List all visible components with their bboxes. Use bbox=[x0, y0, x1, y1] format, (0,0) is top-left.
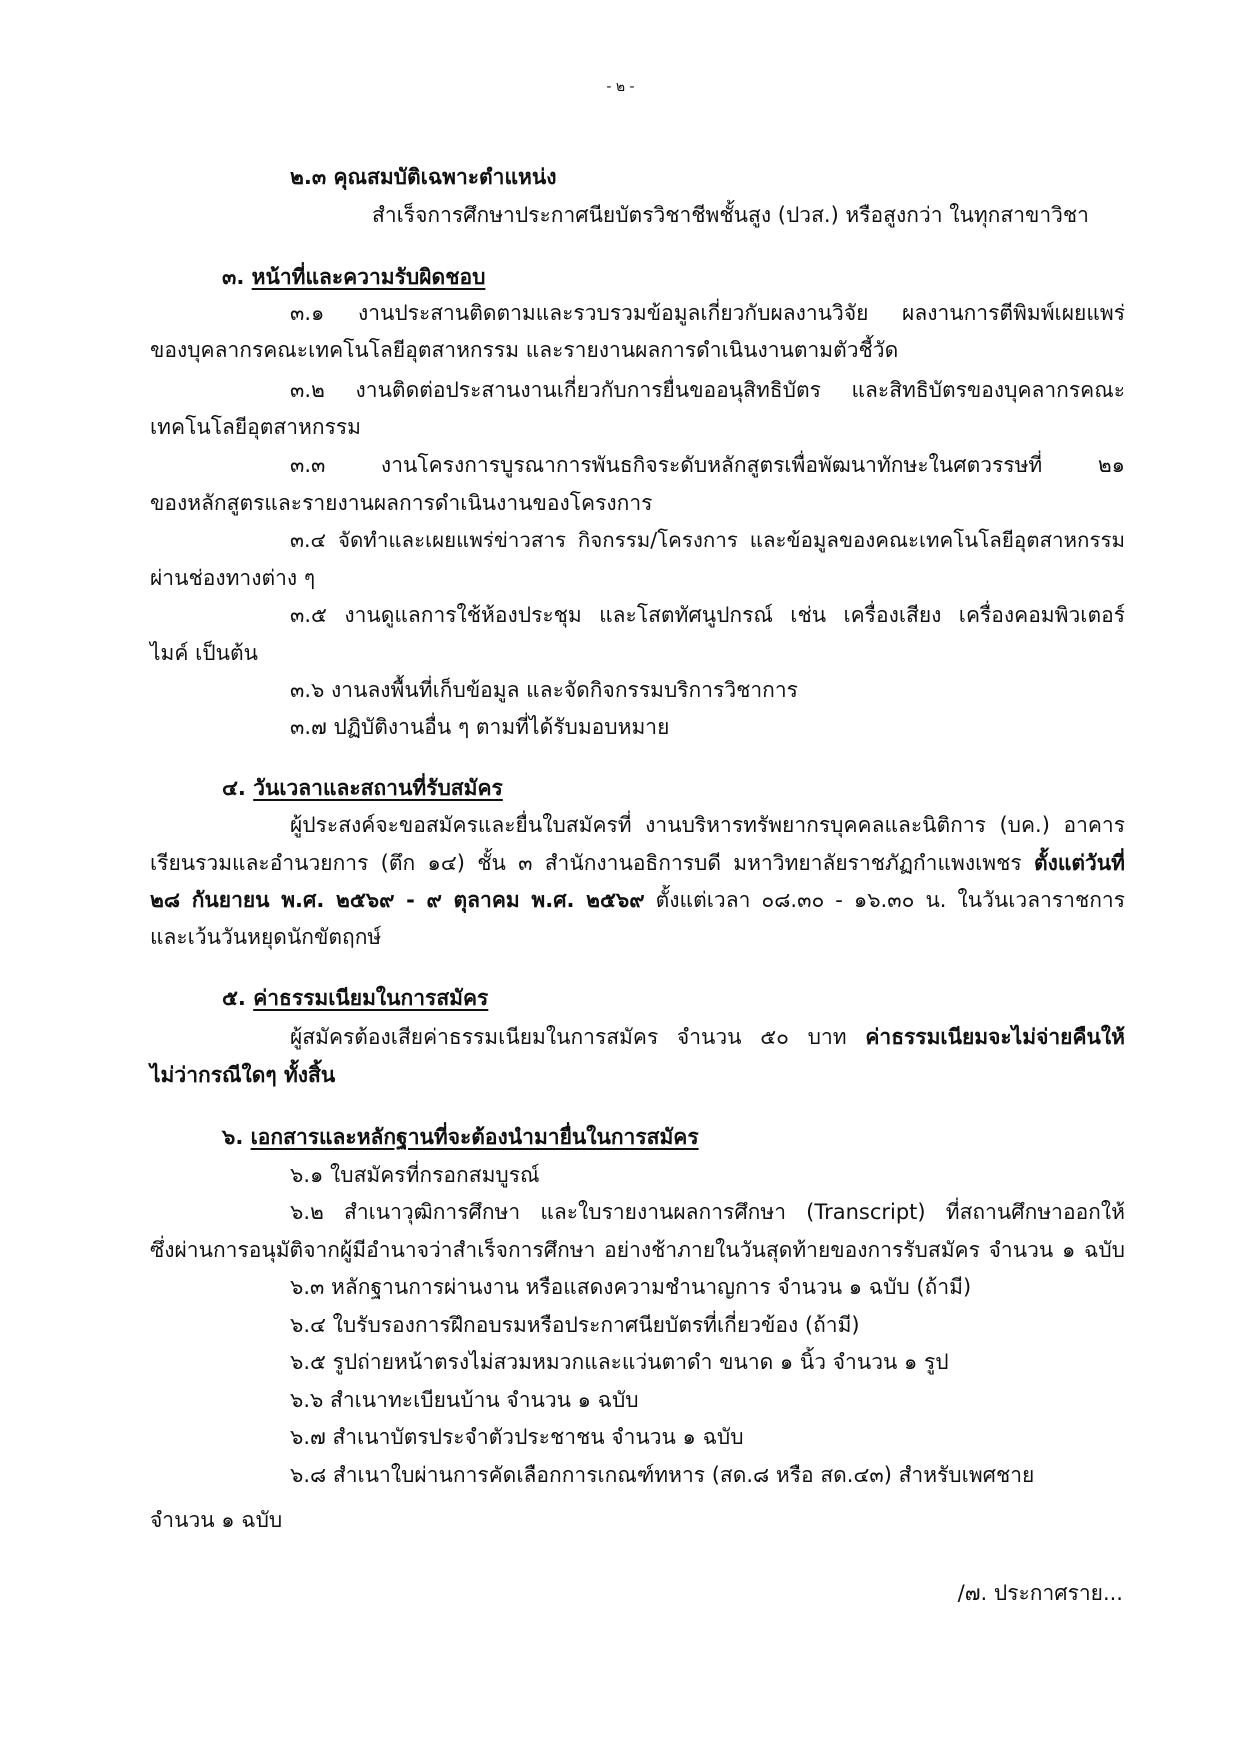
section-4-line-4: และเว้นวันหยุดนักขัตฤกษ์ bbox=[150, 925, 382, 949]
item-6-8-line-1: ๖.๘ สำเนาใบผ่านการคัดเลือกการเกณฑ์ทหาร (สด.๘ หรือ สด.๔๓) สำหรับเพศชาย bbox=[290, 1463, 1035, 1487]
section-5-fee-text: ผู้สมัครต้องเสียค่าธรรมเนียมในการสมัคร จำนวน ๕๐ บาท bbox=[290, 1025, 866, 1049]
item-6-8-line-2: จำนวน ๑ ฉบับ bbox=[150, 1508, 283, 1532]
section-5-title: ค่าธรรมเนียมในการสมัคร bbox=[253, 986, 489, 1010]
item-3-5-line-2: ไมค์ เป็นต้น bbox=[150, 641, 258, 665]
item-6-5: ๖.๕ รูปถ่ายหน้าตรงไม่สวมหมวกและแว่นตาดำ ขนาด ๑ นิ้ว จำนวน ๑ รูป bbox=[290, 1350, 949, 1374]
item-3-2-line-2: เทคโนโลยีอุตสาหกรรม bbox=[150, 415, 361, 439]
section-4-time: ตั้งแต่เวลา ๐๘.๓๐ - ๑๖.๓๐ น. ในวันเวลาราชการ bbox=[644, 888, 1125, 912]
item-3-1-line-1: ๓.๑ งานประสานติดตามและรวบรวมข้อมูลเกี่ยวกับผลงานวิจัย ผลงานการตีพิมพ์เผยแพร่ bbox=[290, 301, 1125, 325]
item-6-3: ๖.๓ หลักฐานการผ่านงาน หรือแสดงความชำนาญการ จำนวน ๑ ฉบับ (ถ้ามี) bbox=[290, 1275, 972, 1299]
item-3-6: ๓.๖ งานลงพื้นที่เก็บข้อมูล และจัดกิจกรรมบริการวิชาการ bbox=[290, 678, 798, 702]
section-4-title: วันเวลาและสถานที่รับสมัคร bbox=[253, 776, 503, 800]
item-3-3-line-1: ๓.๓ งานโครงการบูรณาการพันธกิจระดับหลักสูตรเพื่อพัฒนาทักษะในศตวรรษที่ ๒๑ bbox=[290, 453, 1125, 477]
section-4-date-start: ตั้งแต่วันที่ bbox=[1033, 851, 1125, 875]
section-4-number: ๔. bbox=[222, 776, 246, 800]
item-6-2-line-1: ๖.๒ สำเนาวุฒิการศึกษา และใบรายงานผลการศึกษา (Transcript) ที่สถานศึกษาออกให้ bbox=[290, 1200, 1125, 1224]
item-3-7: ๓.๗ ปฏิบัติงานอื่น ๆ ตามที่ได้รับมอบหมาย bbox=[290, 715, 670, 739]
section-5-line-1 bbox=[290, 1022, 1125, 1052]
section-5-number: ๕. bbox=[222, 986, 246, 1010]
section-6-heading bbox=[222, 1122, 699, 1152]
section-4-date-range: ๒๘ กันยายน พ.ศ. ๒๕๖๙ - ๙ ตุลาคม พ.ศ. ๒๕๖๙ bbox=[150, 888, 645, 912]
section-4-line-1: ผู้ประสงค์จะขอสมัครและยื่นใบสมัครที่ งานบริหารทรัพยากรบุคคลและนิติการ (บค.) อาคาร bbox=[290, 813, 1125, 837]
item-3-4-line-1: ๓.๔ จัดทำและเผยแพร่ข่าวสาร กิจกรรม/โครงการ และข้อมูลของคณะเทคโนโลยีอุตสาหกรรม bbox=[290, 528, 1125, 552]
section-5-line-2: ไม่ว่ากรณีใดๆ ทั้งสิ้น bbox=[150, 1063, 336, 1087]
item-6-7: ๖.๗ สำเนาบัตรประจำตัวประชาชน จำนวน ๑ ฉบับ bbox=[290, 1425, 744, 1449]
item-6-1: ๖.๑ ใบสมัครที่กรอกสมบูรณ์ bbox=[290, 1163, 540, 1187]
item-3-4-line-2: ผ่านช่องทางต่าง ๆ bbox=[150, 566, 316, 590]
section-4-heading bbox=[222, 773, 503, 803]
section-6-title: เอกสารและหลักฐานที่จะต้องนำมายื่นในการสมัคร bbox=[250, 1125, 699, 1149]
item-3-5-line-1: ๓.๕ งานดูแลการใช้ห้องประชุม และโสตทัศนูปกรณ์ เช่น เครื่องเสียง เครื่องคอมพิวเตอร์ bbox=[290, 603, 1125, 627]
item-3-2-line-1: ๓.๒ งานติดต่อประสานงานเกี่ยวกับการยื่นขออนุสิทธิบัตร และสิทธิบัตรของบุคลากรคณะ bbox=[290, 378, 1125, 402]
item-6-4: ๖.๔ ใบรับรองการฝึกอบรมหรือประกาศนียบัตรที่เกี่ยวข้อง (ถ้ามี) bbox=[290, 1313, 860, 1337]
section-4-line-2-text: เรียนรวมและอำนวยการ (ตึก ๑๔) ชั้น ๓ สำนักงานอธิการบดี มหาวิทยาลัยราชภัฏกำแพงเพชร bbox=[150, 851, 1034, 875]
section-6-number: ๖. bbox=[222, 1125, 244, 1149]
item-6-6: ๖.๖ สำเนาทะเบียนบ้าน จำนวน ๑ ฉบับ bbox=[290, 1388, 639, 1412]
item-3-1-line-2: ของบุคลากรคณะเทคโนโลยีอุตสาหกรรม และรายงานผลการดำเนินงานตามตัวชี้วัด bbox=[150, 338, 899, 362]
section-3-title: หน้าที่และความรับผิดชอบ bbox=[251, 265, 486, 289]
section-4-line-2 bbox=[150, 848, 1125, 878]
section-2-3-heading: ๒.๓ คุณสมบัติเฉพาะตำแหน่ง bbox=[290, 165, 557, 189]
section-5-heading bbox=[222, 983, 488, 1013]
page-number: - ๒ - bbox=[606, 79, 635, 95]
continuation-footer: /๗. ประกาศราย... bbox=[957, 1581, 1123, 1605]
item-3-3-line-2: ของหลักสูตรและรายงานผลการดำเนินงานของโครงการ bbox=[150, 491, 653, 515]
section-3-number: ๓. bbox=[222, 265, 245, 289]
item-6-2-line-2: ซึ่งผ่านการอนุมัติจากผู้มีอำนาจว่าสำเร็จการศึกษา อย่างช้าภายในวันสุดท้ายของการรับสมัคร จำนวน ๑ ฉบับ bbox=[150, 1238, 1125, 1262]
section-2-3-text: สำเร็จการศึกษาประกาศนียบัตรวิชาชีพชั้นสูง (ปวส.) หรือสูงกว่า ในทุกสาขาวิชา bbox=[372, 203, 1089, 227]
section-5-no-refund: ค่าธรรมเนียมจะไม่จ่ายคืนให้ bbox=[865, 1025, 1125, 1049]
section-4-line-3 bbox=[150, 885, 1125, 915]
section-3-heading bbox=[222, 262, 485, 292]
